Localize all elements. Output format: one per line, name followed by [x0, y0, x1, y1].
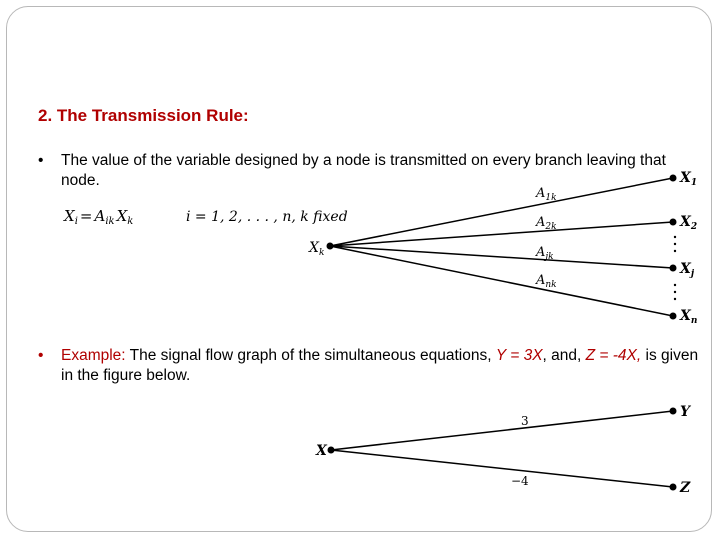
label-xn: $X_n$ — [680, 308, 698, 326]
node-xj — [670, 265, 677, 272]
transmission-equation — [63, 207, 348, 227]
signal-flow-graph-2 — [315, 404, 692, 496]
node-z — [670, 484, 677, 491]
example-label: Example: — [61, 347, 126, 364]
branch-z — [331, 450, 673, 487]
equation-coef-sub: ik — [105, 216, 115, 227]
label-y: Y — [680, 404, 690, 420]
equation-lhs-sub: i — [74, 216, 78, 227]
node-x2 — [670, 219, 677, 226]
example-text-3: is given in the figure below. — [61, 347, 699, 384]
node-xn — [670, 313, 677, 320]
gain-minus-4: −4 — [511, 474, 529, 488]
equation-y: Y = 3X — [495, 347, 543, 364]
equation-text — [63, 207, 133, 227]
equation-lhs-var: X — [64, 207, 75, 225]
label-x: X — [316, 443, 327, 459]
label-z: Z — [680, 480, 691, 496]
bullet-marker: • — [38, 152, 44, 169]
label-x2: $X_2$ — [680, 214, 698, 232]
gain-n: $A_{nk}$ — [536, 273, 557, 290]
slide-title: 2. The Transmission Rule: — [38, 106, 249, 125]
branch-y — [331, 411, 673, 450]
node-y — [670, 408, 677, 415]
equation-coef: A — [94, 207, 106, 225]
equation-z: Z = -4X, — [585, 347, 642, 364]
branch-2 — [330, 222, 673, 246]
label-x1: $X_1$ — [680, 170, 698, 188]
equation-equals: = — [79, 207, 93, 225]
node-x — [328, 447, 335, 454]
node-xk — [327, 243, 334, 250]
label-xj: $X_j$ — [680, 261, 695, 279]
gain-j: $A_{jk}$ — [536, 245, 554, 262]
equation-rhs-sub: k — [127, 216, 134, 227]
gain-1: $A_{1k}$ — [536, 186, 557, 203]
example-text-1: The signal flow graph of the simultaneous equations, — [125, 347, 496, 364]
example-text-2: , and, — [542, 347, 586, 364]
node-x1 — [670, 175, 677, 182]
gain-2: $A_{2k}$ — [536, 215, 557, 232]
ellipsis-lower — [674, 284, 676, 300]
branch-1 — [330, 178, 673, 246]
signal-flow-graph-1 — [308, 170, 697, 326]
bullet-marker: • — [38, 347, 44, 364]
label-xk: $X_k$ — [309, 240, 325, 258]
equation-rhs-var: X — [116, 207, 128, 225]
bullet-text: The value of the variable designed by a node is transmitted on every branch leaving that node. — [61, 152, 666, 189]
ellipsis-upper — [674, 236, 676, 252]
gain-3: 3 — [521, 414, 529, 428]
equation-range: i = 1, 2, . . . , n, k fixed — [186, 209, 348, 225]
